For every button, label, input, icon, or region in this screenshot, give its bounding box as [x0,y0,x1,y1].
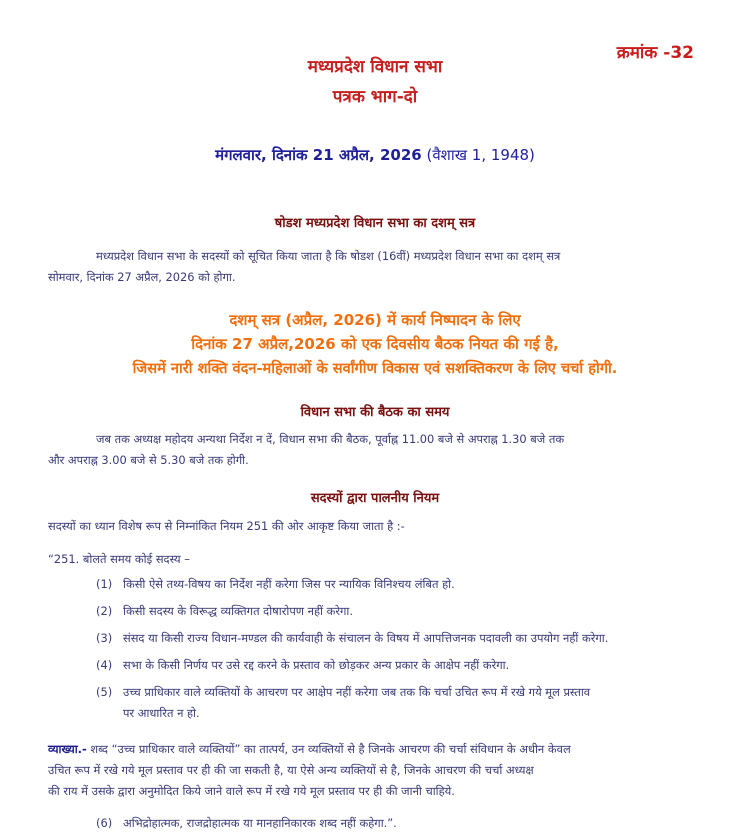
rule-item-text: किसी ऐसे तथ्य-विषय का निर्देश नहीं करेगा जिस पर न्यायिक विनिश्चय लंबित हो. [123,577,455,591]
document-title: मध्यप्रदेश विधान सभा [307,57,443,77]
rules-intro: सदस्यों का ध्यान विशेष रूप से निम्नांकित नियम 251 की ओर आकृष्ट किया जाता है :- [48,519,405,533]
explanation-line2: उचित रूप में रखे गये मूल प्रस्ताव पर ही की जा सकती है, या ऐसे अन्य व्यक्तियों से है, जिनके आचरण की चर्चा अध्यक्ष [48,763,534,777]
rule-item-number: (5) [96,685,113,699]
rule-item-number: (6) [96,816,113,830]
rule-item-number: (1) [96,577,113,591]
explanation-line3: की राय में उसके द्वारा अनुमोदित किये जाने वाले रूप में रखे गये मूल प्रस्ताव पर ही की जानी चाहिये. [48,784,455,798]
rule-item-3 [96,628,608,649]
rule-item-number: (3) [96,631,113,645]
timing-heading: विधान सभा की बैठक का समय [300,405,450,420]
document-subtitle: पत्रक भाग-दो [332,87,418,107]
rule-item-2 [96,601,353,622]
rule-item-number: (4) [96,658,113,672]
session-para-line1: मध्यप्रदेश विधान सभा के सदस्यों को सूचित किया जाता है कि षोडश (16वीं) मध्यप्रदेश विधान सभा का दशम् सत्र [96,249,561,263]
rule-item-text: अभिद्रोहात्मक, राजद्रोहात्मक या मानहानिकारक शब्द नहीं कहेगा.”. [123,816,397,830]
explanation-line1 [48,739,571,760]
session-para-line2: सोमवार, दिनांक 27 अप्रैल, 2026 को होगा. [48,270,236,284]
rule-item-number: (2) [96,604,113,618]
session-heading: षोडश मध्यप्रदेश विधान सभा का दशम् सत्र [274,216,476,231]
explanation-text: शब्द “उच्च प्राधिकार वाले व्यक्तियों” का तात्पर्य, उन व्यक्तियों से है जिनके आचरण की चर्चा संविधान के अधीन केवल [86,742,571,756]
rule-item-5 [96,682,590,703]
explanation-label: व्याख्या.- [48,742,87,756]
rule-item-5-continued: पर आधारित न हो. [123,706,200,720]
notice-line2: दिनांक 27 अप्रैल,2026 को एक दिवसीय बैठक नियत की गई है, [191,335,559,353]
rule-item-text: किसी सदस्य के विरूद्ध व्यक्तिगत दोषारोपण नहीं करेगा. [123,604,353,618]
rule-item-text: सभा के किसी निर्णय पर उसे रद्द करने के प्रस्ताव को छोड़कर अन्य प्रकार के आक्षेप नहीं करेगा. [123,658,510,672]
rule-start: “251. बोलते समय कोई सदस्य – [48,552,190,566]
notice-line3: जिसमें नारी शक्ति वंदन-महिलाओं के सर्वांगीण विकास एवं सशक्तिकरण के लिए चर्चा होगी. [132,360,618,377]
date-main: मंगलवार, दिनांक 21 अप्रैल, 2026 [215,146,422,164]
rules-heading: सदस्यों द्वारा पालनीय नियम [310,491,440,506]
timing-line2: और अपराह्न 3.00 बजे से 5.30 बजे तक होगी. [48,453,249,467]
rule-item-text: उच्च प्राधिकार वाले व्यक्तियों के आचरण पर आक्षेप नहीं करेगा जब तक कि चर्चा उचित रूप में रखे गये मूल प्रस्ताव [123,685,591,699]
date-paren: (वैशाख 1, 1948) [426,146,535,164]
rule-item-1 [96,574,455,595]
date-line [0,145,750,165]
rule-item-6 [96,813,397,834]
serial-number: क्रमांक -32 [616,43,694,63]
rule-item-4 [96,655,509,676]
rule-item-text: संसद या किसी राज्य विधान-मण्डल की कार्यवाही के संचालन के विषय में आपत्तिजनक पदावली का उपयोग नहीं करेगा. [123,631,609,645]
notice-line1: दशम् सत्र (अप्रैल, 2026) में कार्य निष्पादन के लिए [229,311,521,329]
timing-line1: जब तक अध्यक्ष महोदय अन्यथा निर्देश न दें, विधान सभा की बैठक, पूर्वाह्न 11.00 बजे से अपराह्न 1.30 बजे तक [96,432,565,446]
